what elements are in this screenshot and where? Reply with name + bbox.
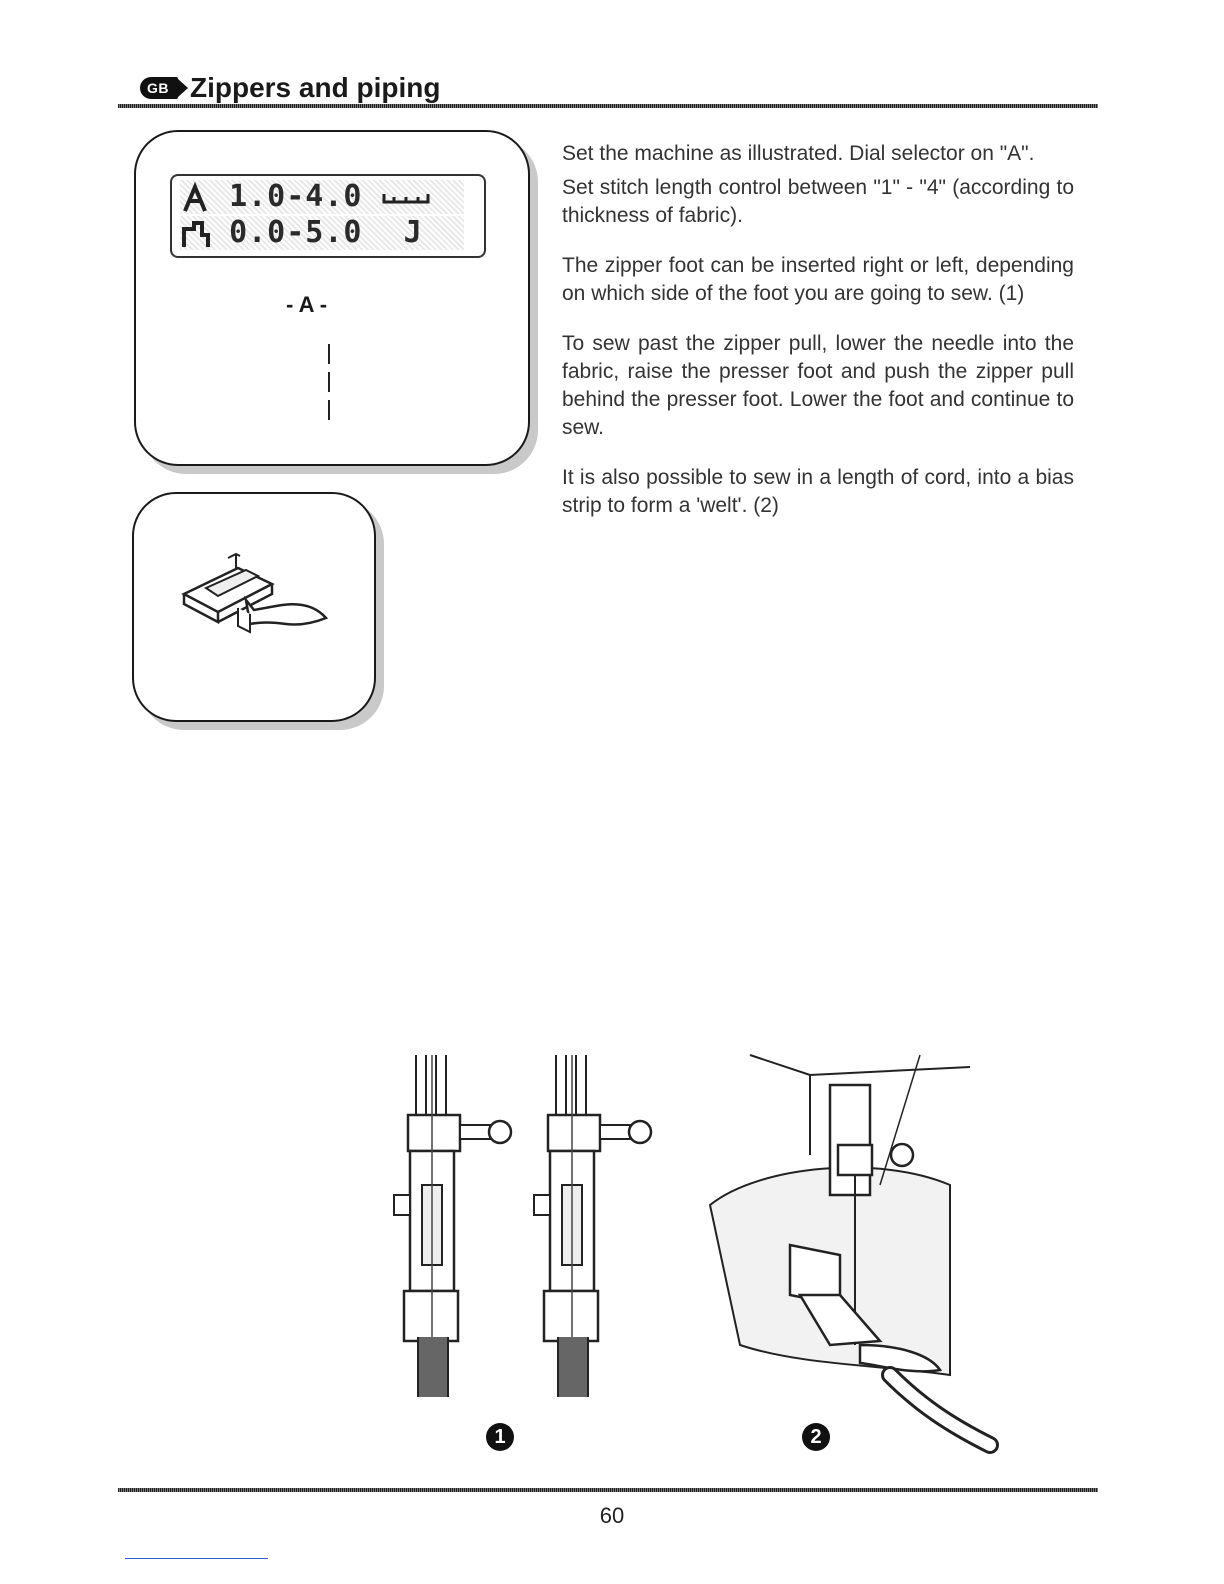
presser-foot-icon	[180, 219, 210, 249]
link-underline	[125, 1558, 268, 1559]
page-number: 60	[599, 1503, 625, 1528]
presser-foot-panel	[132, 492, 376, 722]
footer-rule	[118, 1488, 1098, 1492]
zipper-foot-symbol-icon	[382, 188, 430, 208]
figure-marker-2: 2	[802, 1423, 830, 1451]
zigzag-stitch-icon	[180, 183, 210, 213]
lcd-row-stitch-width	[180, 216, 464, 250]
zipper-presser-foot-icon	[176, 546, 346, 656]
page-title: Zippers and piping	[190, 72, 441, 103]
machine-settings-panel	[134, 130, 530, 466]
piping-cord-sewing-icon	[700, 1045, 1000, 1465]
lcd-row-stitch-length	[180, 180, 464, 214]
dial-selector-label: - A -	[286, 292, 328, 317]
paragraph: Set the machine as illustrated. Dial selector on "A".	[562, 142, 1035, 165]
page-header	[118, 66, 1098, 108]
paragraph: To sew past the zipper pull, lower the needle into the fabric, raise the presser foot and push the zipper pull behind the presser foot. Lower the foot and continue to sew.	[562, 332, 1074, 439]
stitch-line-dash	[328, 400, 330, 420]
figure-marker-1: 1	[486, 1423, 514, 1451]
stitch-line-dash	[328, 372, 330, 392]
paragraph: It is also possible to sew in a length of cord, into a bias strip to form a 'welt'. (2)	[562, 466, 1074, 517]
lcd-foot-letter: J	[403, 215, 423, 250]
stitch-line-dash	[328, 344, 330, 364]
paragraph: The zipper foot can be inserted right or left, depending on which side of the foot you are going to sew. (1)	[562, 254, 1074, 305]
paragraph: Set stitch length control between "1" - "4" (according to thickness of fabric).	[562, 176, 1074, 227]
zipper-foot-left-icon	[380, 1055, 520, 1405]
instructions-text	[562, 140, 1074, 542]
lcd-display	[170, 174, 486, 258]
header-rule	[118, 104, 1098, 108]
zipper-foot-right-icon	[520, 1055, 660, 1405]
lcd-stitch-length-value: 1.0-4.0	[229, 179, 363, 214]
lcd-stitch-width-value: 0.0-5.0	[229, 215, 363, 250]
language-badge: GB	[140, 77, 178, 99]
